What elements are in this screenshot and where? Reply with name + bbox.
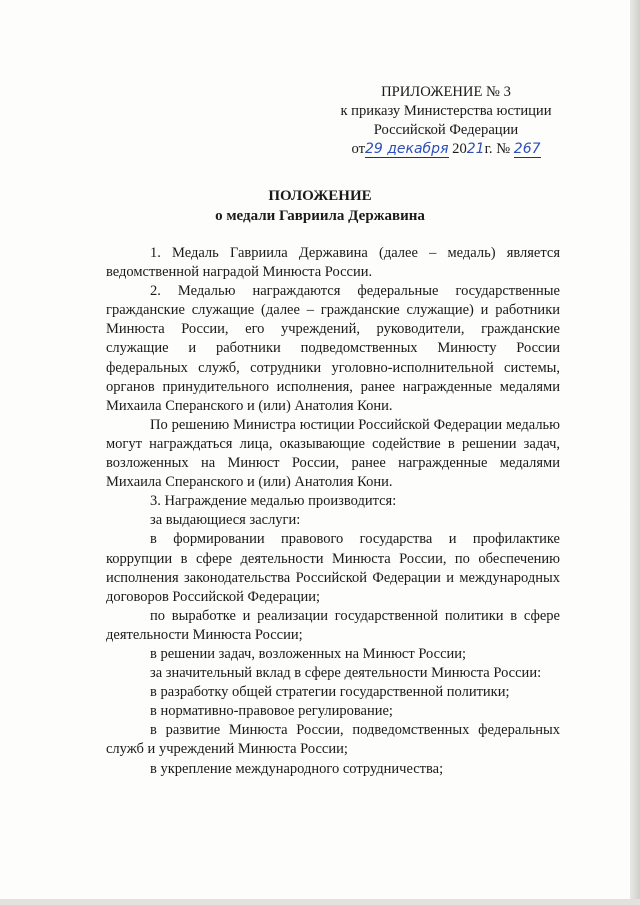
appendix-order-ref: к приказу Министерства юстиции <box>340 103 552 119</box>
paragraph-5: за выдающиеся заслуги: <box>150 512 301 529</box>
title-line-2: о медали Гавриила Державина <box>215 208 425 224</box>
page-edge-right <box>630 0 640 905</box>
handwritten-date: 29 декабря <box>364 141 449 157</box>
title-line-1: ПОЛОЖЕНИЕ <box>268 188 372 204</box>
appendix-date-line <box>330 140 562 159</box>
paragraph-10: в разработку общей стратегии государственной политики; <box>150 684 510 701</box>
appendix-ministry: Российской Федерации <box>373 122 519 138</box>
handwritten-order-number: 267 <box>513 141 541 157</box>
document-body <box>106 244 560 779</box>
paragraph-13: в укрепление международного сотрудничества; <box>150 760 444 777</box>
paragraph-12: в развитие Минюста России, подведомственных федеральных служб и учреждений Минюста России; <box>106 722 560 758</box>
paragraph-1: 1. Медаль Гавриила Державина (далее – медаль) является ведомственной наградой Минюста России. <box>106 245 560 281</box>
page-edge-bottom <box>0 899 640 905</box>
date-prefix: от <box>351 141 365 157</box>
appendix-header <box>330 83 562 159</box>
paragraph-7: по выработке и реализации государственной политики в сфере деятельности Минюста России; <box>106 607 560 643</box>
paragraph-3: По решению Министра юстиции Российской Федерации медалью могут награждаться лица, оказывающие содействие в решении задач, возложенных на Минюст России, ранее награжденные медалями Михаила Сперанского и (или) Анатолия Кони. <box>106 416 560 491</box>
paragraph-4: 3. Награждение медалью производится: <box>150 493 397 510</box>
year-prefix: 20 <box>452 141 467 157</box>
year-mark: г. № <box>484 141 511 157</box>
document-title <box>0 186 640 226</box>
handwritten-year: 21 <box>466 141 485 157</box>
paragraph-11: в нормативно-правовое регулирование; <box>150 703 393 720</box>
appendix-number: ПРИЛОЖЕНИЕ № 3 <box>381 84 511 100</box>
paragraph-2: 2. Медалью награждаются федеральные государственные гражданские служащие (далее – гражданские служащие) и работники Минюста России, его учреждений, руководители, гражданские служащие и работники подведомственных Минюсту России федеральных служб, сотрудники уголовно-исполнительной системы, органов принудительного исполнения, ранее награжденные медалями Михаила Сперанского и (или) Анатолия Кони. <box>106 283 560 414</box>
paragraph-8: в решении задач, возложенных на Минюст России; <box>150 645 467 662</box>
paragraph-9: за значительный вклад в сфере деятельности Минюста России: <box>150 665 542 682</box>
paragraph-6: в формировании правового государства и профилактике коррупции в сфере деятельности Минюста России, по обеспечению исполнения законодательства Российской Федерации и международных договоров Российской Федерации; <box>106 531 560 605</box>
